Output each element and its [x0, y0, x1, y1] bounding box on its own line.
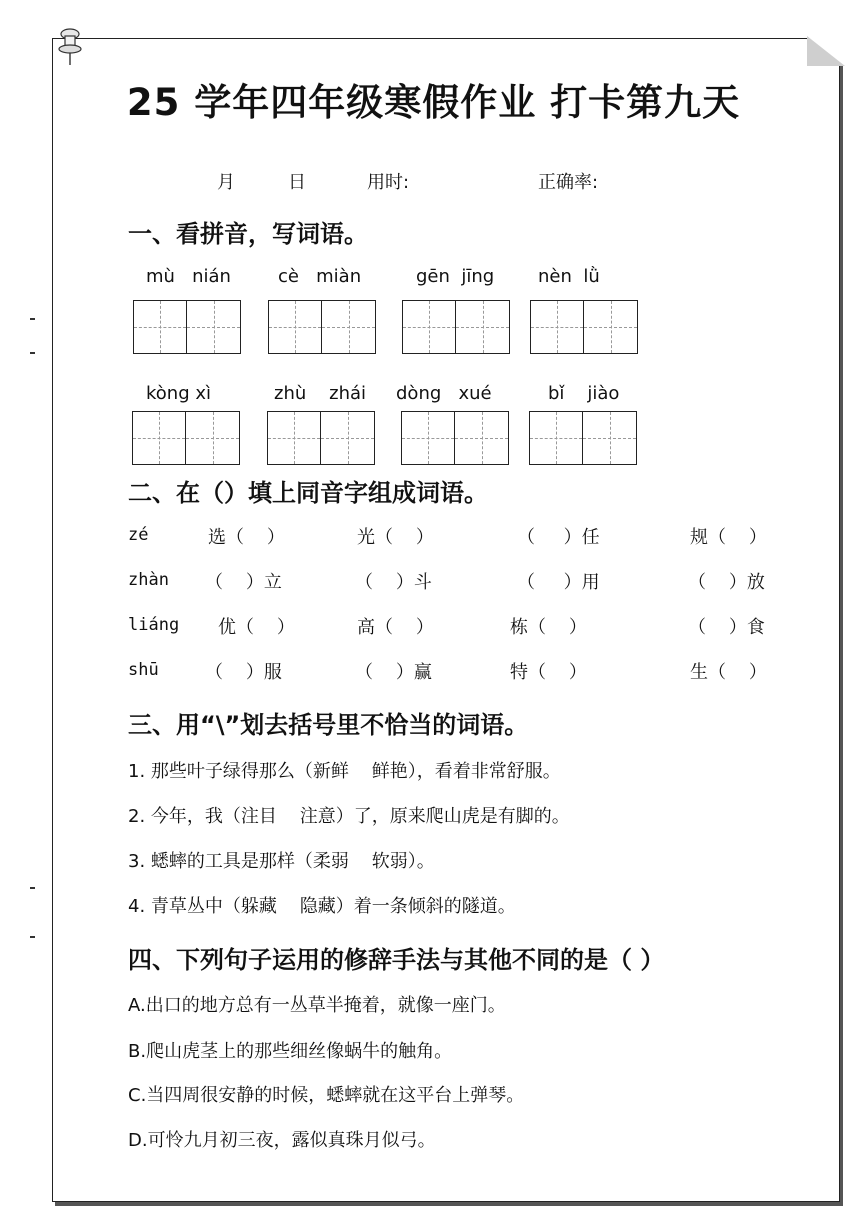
fill-blank-item[interactable]: 选（ ）	[208, 527, 285, 548]
row-pinyin: zhàn	[128, 570, 169, 590]
pinyin-label: dòng xué	[396, 383, 492, 404]
fill-blank-item[interactable]: （ ）放	[688, 572, 765, 593]
fill-blank-item[interactable]: 生（ ）	[690, 662, 767, 683]
writing-grid[interactable]	[529, 411, 637, 465]
writing-grid[interactable]	[132, 411, 240, 465]
day-label: 日	[288, 172, 306, 193]
pinyin-label: nèn lǜ	[538, 266, 600, 287]
question-item[interactable]: 1. 那些叶子绿得那么（新鲜 鲜艳），看着非常舒服。	[128, 761, 561, 782]
choice-option-b[interactable]: B.爬山虎茎上的那些细丝像蜗牛的触角。	[128, 1041, 453, 1062]
fill-blank-item[interactable]: （ ）斗	[355, 572, 432, 593]
fill-blank-item[interactable]: 高（ ）	[357, 617, 434, 638]
pinyin-label: zhù zhái	[274, 383, 367, 404]
fill-blank-item[interactable]: （ ）服	[205, 662, 282, 683]
margin-mark	[30, 352, 35, 354]
writing-grid[interactable]	[267, 411, 375, 465]
fill-blank-item[interactable]: （ ）立	[205, 572, 282, 593]
margin-mark	[30, 318, 35, 320]
fill-blank-item[interactable]: 光（ ）	[357, 527, 434, 548]
pinyin-label: kòng xì	[146, 383, 212, 404]
writing-grid[interactable]	[401, 411, 509, 465]
choice-option-d[interactable]: D.可怜九月初三夜，露似真珠月似弓。	[128, 1130, 436, 1151]
writing-grid[interactable]	[268, 300, 376, 354]
section-1-heading: 一、看拼音，写词语。	[128, 220, 368, 248]
fill-blank-item[interactable]: （ ）赢	[355, 662, 432, 683]
choice-option-a[interactable]: A.出口的地方总有一丛草半掩着，就像一座门。	[128, 995, 506, 1016]
section-2-heading: 二、在（）填上同音字组成词语。	[128, 479, 488, 507]
writing-grid[interactable]	[402, 300, 510, 354]
row-pinyin: shū	[128, 660, 159, 680]
question-item[interactable]: 4. 青草丛中（躲藏 隐藏）着一条倾斜的隧道。	[128, 896, 516, 917]
row-pinyin: zé	[128, 525, 149, 545]
section-4-heading: 四、下列句子运用的修辞手法与其他不同的是（ ）	[128, 946, 665, 974]
pushpin-icon	[56, 28, 84, 66]
pinyin-label: cè miàn	[278, 266, 362, 287]
month-label: 月	[217, 172, 235, 193]
page-title: 25 学年四年级寒假作业 打卡第九天	[126, 81, 741, 124]
fill-blank-item[interactable]: （ ）用	[517, 572, 600, 593]
writing-grid[interactable]	[530, 300, 638, 354]
question-item[interactable]: 2. 今年，我（注目 注意）了，原来爬山虎是有脚的。	[128, 806, 570, 827]
accuracy-label: 正确率:	[538, 172, 599, 193]
fill-blank-item[interactable]: 规（ ）	[690, 527, 767, 548]
fill-blank-item[interactable]: 特（ ）	[510, 662, 587, 683]
choice-option-c[interactable]: C.当四周很安静的时候，蟋蟀就在这平台上弹琴。	[128, 1085, 525, 1106]
time-label: 用时:	[367, 172, 410, 193]
section-3-heading: 三、用“\”划去括号里不恰当的词语。	[128, 711, 529, 739]
question-item[interactable]: 3. 蟋蟀的工具是那样（柔弱 软弱）。	[128, 851, 435, 872]
page-fold	[807, 36, 845, 66]
fill-blank-item[interactable]: （ ）任	[517, 527, 600, 548]
row-pinyin: liáng	[128, 615, 180, 635]
writing-grid[interactable]	[133, 300, 241, 354]
fill-blank-item[interactable]: （ ）食	[688, 617, 765, 638]
fill-blank-item[interactable]: 优（ ）	[218, 617, 295, 638]
margin-mark	[30, 936, 35, 938]
pinyin-label: mù nián	[146, 266, 231, 287]
pinyin-label: gēn jīng	[416, 266, 495, 287]
fill-blank-item[interactable]: 栋（ ）	[510, 617, 587, 638]
pinyin-label: bǐ jiào	[548, 383, 620, 404]
margin-mark	[30, 887, 35, 889]
